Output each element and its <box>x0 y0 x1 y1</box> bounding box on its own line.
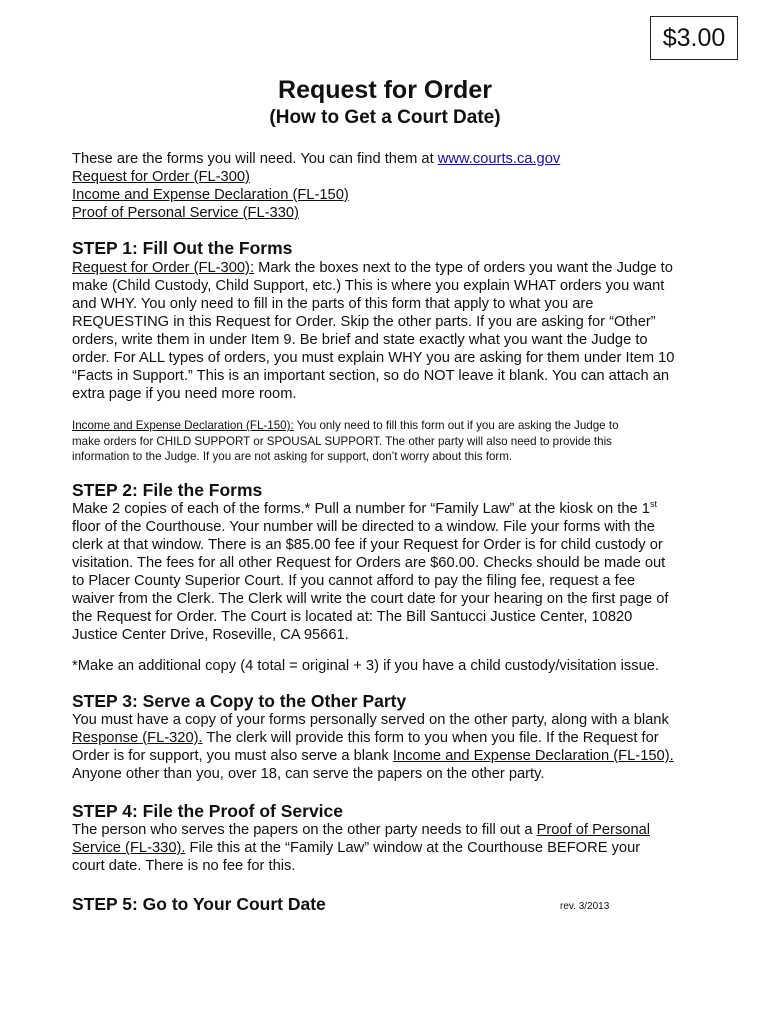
step3-heading: STEP 3: Serve a Copy to the Other Party <box>72 691 407 711</box>
step2-line: clerk at that window. There is an $85.00 fee if your Request for Order is for child custody or <box>72 537 663 553</box>
step2-footnote: *Make an additional copy (4 total = original + 3) if you have a child custody/visitation issue. <box>72 658 660 674</box>
intro-line <box>72 150 704 168</box>
step2-heading: STEP 2: File the Forms <box>72 480 263 500</box>
courts-website-link[interactable]: www.courts.ca.gov <box>437 151 561 167</box>
step3-line <box>72 729 704 747</box>
step2-text: Make 2 copies of each of the forms.* Pull a number for “Family Law” at the kiosk on the 1 <box>72 501 650 517</box>
step1-line: REQUESTING in this Request for Order. Skip the other parts. If you are asking for “Other” <box>72 314 656 330</box>
note-lead: Income and Expense Declaration (FL-150): <box>72 419 294 432</box>
form-list-item: Income and Expense Declaration (FL-150) <box>72 187 349 203</box>
step5-heading: STEP 5: Go to Your Court Date <box>72 894 326 914</box>
step1-lead: Request for Order (FL-300): <box>72 260 255 276</box>
step1-line: order. For ALL types of orders, you must explain WHY you are asking for them under Item 10 <box>72 350 675 366</box>
superscript: st <box>649 499 657 509</box>
step1-heading: STEP 1: Fill Out the Forms <box>72 238 293 258</box>
step4-text: The person who serves the papers on the other party needs to fill out a <box>72 822 537 838</box>
step3-text: Order is for support, you must also serve a blank <box>72 748 393 764</box>
step2-line <box>72 500 704 518</box>
step4-line: court date. There is no fee for this. <box>72 858 296 874</box>
step2-line: to Placer County Superior Court. If you cannot afford to pay the filing fee, request a fee <box>72 573 636 589</box>
price-box: $3.00 <box>650 16 738 60</box>
step2-line: visitation. The fees for all other Request for Orders are $60.00. Checks should be made out <box>72 555 666 571</box>
step4-line <box>72 839 704 857</box>
note-line: make orders for CHILD SUPPORT or SPOUSAL SUPPORT. The other party will also need to provide this <box>72 434 612 448</box>
intro-section <box>72 150 704 222</box>
step1-line: orders, write them in under Item 9. Be brief and state exactly what you want the Judge to <box>72 332 648 348</box>
step1-line: and WHY. You only need to fill in the parts of this form that apply to what you are <box>72 296 594 312</box>
step2-line: floor of the Courthouse. Your number will be directed to a window. File your forms with the <box>72 519 655 535</box>
form-list-item: Proof of Personal Service (FL-330) <box>72 205 299 221</box>
step2-line: waiver from the Clerk. The Clerk will write the court date for your hearing on the first page of <box>72 591 669 607</box>
step4-heading: STEP 4: File the Proof of Service <box>72 801 344 821</box>
step2-line: Justice Center Drive, Roseville, CA 95661. <box>72 627 349 643</box>
step3-body <box>72 711 704 783</box>
step1-line: “Facts in Support.” This is an important section, so do NOT leave it blank. You can attach an <box>72 368 670 384</box>
step3-line <box>72 747 704 765</box>
step1-line: extra page if you need more room. <box>72 386 297 402</box>
step3-line: You must have a copy of your forms personally served on the other party, along with a blank <box>72 712 669 728</box>
revision-date: rev. 3/2013 <box>560 901 610 912</box>
proof-form-ref-cont: Service (FL-330). <box>72 840 186 856</box>
proof-form-ref: Proof of Personal <box>536 822 651 838</box>
step1-line <box>72 259 704 277</box>
step2-line: the Request for Order. The Court is located at: The Bill Santucci Justice Center, 10820 <box>72 609 633 625</box>
step1-text: Mark the boxes next to the type of orders you want the Judge to <box>254 260 673 276</box>
response-form-ref: Response (FL-320). <box>72 730 203 746</box>
step1-note <box>72 418 704 465</box>
step4-text: File this at the “Family Law” window at the Courthouse BEFORE your <box>185 840 641 856</box>
step1-body <box>72 259 704 403</box>
intro-text: These are the forms you will need. You can find them at <box>72 151 438 167</box>
step3-line: Anyone other than you, over 18, can serve the papers on the other party. <box>72 766 545 782</box>
note-line <box>72 418 704 434</box>
form-list-item: Request for Order (FL-300) <box>72 169 250 185</box>
page-subtitle: (How to Get a Court Date) <box>269 107 501 128</box>
step1-line: make (Child Custody, Child Support, etc.) This is where you explain WHAT orders you want <box>72 278 665 294</box>
step4-line <box>72 821 704 839</box>
income-form-ref: Income and Expense Declaration (FL-150). <box>392 748 674 764</box>
step2-body <box>72 500 704 644</box>
step3-text: The clerk will provide this form to you when you file. If the Request for <box>202 730 659 746</box>
note-text: You only need to fill this form out if you are asking the Judge to <box>293 419 619 432</box>
step4-body <box>72 821 704 875</box>
note-line: information to the Judge. If you are not asking for support, don’t worry about this form. <box>72 450 513 463</box>
page-title: Request for Order <box>278 76 492 104</box>
